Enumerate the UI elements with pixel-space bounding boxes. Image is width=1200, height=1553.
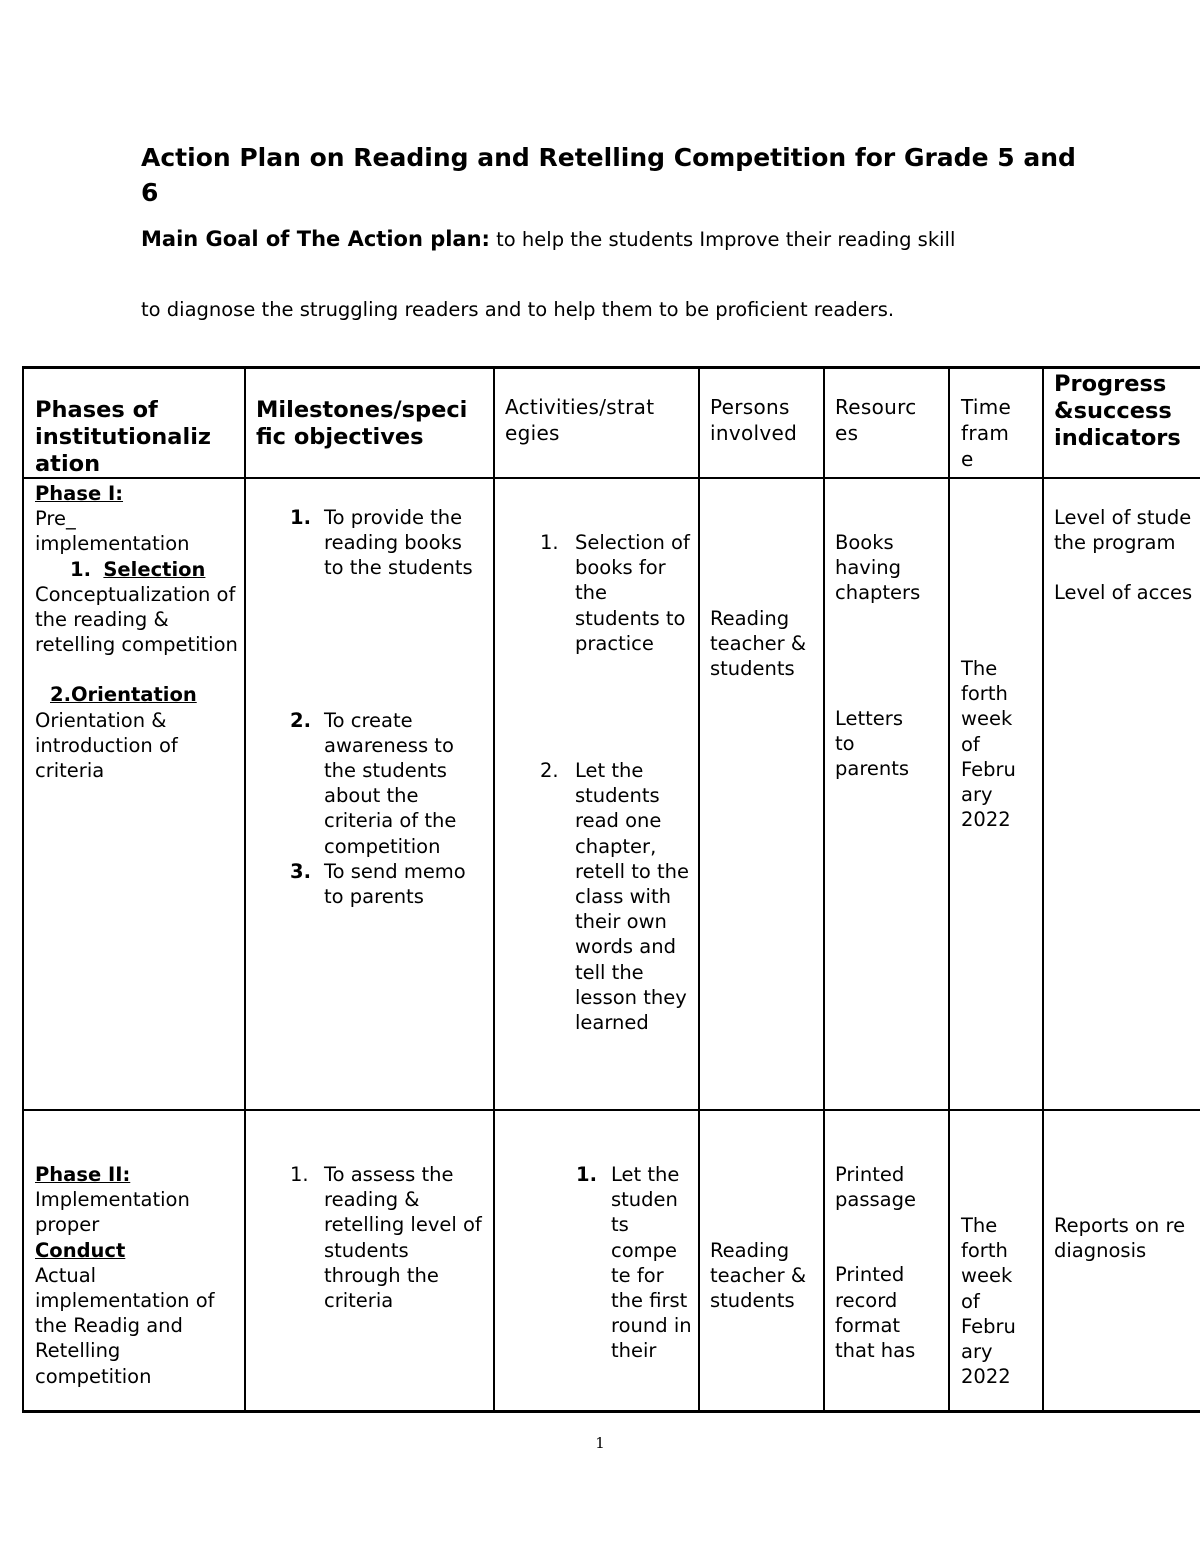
- goal-line-2: to diagnose the struggling readers and to help them to be proficient readers.: [141, 298, 895, 321]
- col-divider-6: [1042, 366, 1044, 1413]
- row1-phase-cell: [35, 481, 240, 783]
- activity-number: 2.: [540, 759, 559, 783]
- activity-item: [540, 758, 692, 1035]
- row2-milestones-cell: [290, 1162, 485, 1313]
- milestone-number: 1.: [290, 506, 311, 529]
- table-row-divider: [22, 1109, 1200, 1111]
- resource-item: Printed passage: [835, 1163, 916, 1212]
- row2-resources-cell: [835, 1162, 943, 1363]
- phase-2-subtitle: Implementation proper: [35, 1188, 190, 1237]
- progress-item: Level of acces: [1054, 581, 1193, 605]
- phase-1-step-2-label: 2.Orientation: [50, 683, 197, 707]
- phase-1-title: Phase I:: [35, 482, 124, 505]
- table-border-bottom: [22, 1410, 1200, 1413]
- step-1-number: 1.: [70, 557, 91, 581]
- row1-activities-cell: [540, 530, 692, 1035]
- milestone-text: To send memo to parents: [324, 859, 466, 909]
- milestone-item: [290, 708, 485, 859]
- activity-number: 1.: [576, 1163, 597, 1186]
- step-1-label: Selection: [103, 557, 206, 581]
- progress-item: Reports on re diagnosis: [1054, 1214, 1186, 1263]
- main-goal-text: to help the students Improve their reading skill: [489, 228, 956, 251]
- col-divider-5: [948, 366, 950, 1413]
- row2-time-cell: The forth week of Febru ary 2022: [961, 1214, 1016, 1389]
- row1-persons-cell: Reading teacher & students: [710, 607, 807, 681]
- progress-item: Level of stude the program: [1054, 506, 1192, 555]
- activity-item: [540, 530, 692, 656]
- col-divider-3: [698, 366, 700, 1413]
- row2-phase-cell: [35, 1162, 240, 1389]
- table-border-left: [22, 366, 24, 1413]
- phase-1-step-1: [35, 557, 240, 582]
- phase-1-subtitle: Pre_ implementation: [35, 507, 190, 556]
- table-border-top: [22, 366, 1200, 369]
- header-milestones: Milestones/speci fic objectives: [256, 397, 468, 450]
- phase-1-step-1-description: Conceptualization of the reading & retelling competition: [35, 582, 238, 657]
- activity-number: 1.: [540, 531, 559, 554]
- activity-text: Let the studen ts compe te for the first round in their: [611, 1163, 692, 1363]
- page-number: 1: [595, 1434, 605, 1452]
- milestone-text: To provide the reading books to the students: [324, 506, 473, 580]
- header-persons: Persons involved: [710, 395, 798, 445]
- row1-milestones-cell: [290, 505, 485, 909]
- row1-time-cell: The forth week of Febru ary 2022: [961, 657, 1016, 832]
- row2-activities-cell: [576, 1162, 694, 1364]
- main-goal: [141, 226, 1001, 253]
- phase-1-step-2-description: Orientation & introduction of criteria: [35, 708, 178, 783]
- phase-2-step-label: Conduct: [35, 1238, 126, 1262]
- document-title: Action Plan on Reading and Retelling Competition for Grade 5 and 6: [141, 143, 1076, 207]
- main-goal-label: Main Goal of The Action plan:: [141, 227, 490, 251]
- resource-item: Printed record format that has: [835, 1263, 916, 1363]
- milestone-number: 3.: [290, 859, 311, 883]
- header-time: Time fram e: [961, 395, 1012, 471]
- activity-text: Selection of books for the students to practice: [575, 531, 690, 655]
- header-phases: Phases of institutionaliz ation: [35, 397, 212, 477]
- col-divider-1: [244, 366, 246, 1413]
- row2-persons-cell: Reading teacher & students: [710, 1239, 807, 1313]
- header-activities: Activities/strat egies: [505, 395, 655, 445]
- phase-2-step-description: Actual implementation of the Readig and Retelling competition: [35, 1263, 215, 1388]
- resource-item: Books having chapters: [835, 531, 921, 605]
- resource-item: Letters to parents: [835, 706, 910, 781]
- col-divider-4: [823, 366, 825, 1413]
- row2-progress-cell: [1054, 1213, 1200, 1263]
- milestone-item: [290, 859, 485, 909]
- milestone-text: To create awareness to the students about the criteria of the competition: [324, 708, 457, 858]
- header-resources: Resourc es: [835, 395, 917, 445]
- milestone-number: 2.: [290, 708, 311, 732]
- activity-item: [576, 1162, 694, 1364]
- milestone-item: [290, 505, 485, 581]
- header-progress: Progress &success indicators: [1054, 371, 1181, 451]
- milestone-number: 1.: [290, 1163, 309, 1186]
- milestone-item: [290, 1162, 485, 1313]
- activity-text: Let the students read one chapter, retell to the class with their own words and tell the lesson they learned: [575, 759, 690, 1035]
- row1-resources-cell: [835, 530, 943, 781]
- milestone-text: To assess the reading & retelling level of students through the criteria: [324, 1163, 482, 1313]
- col-divider-2: [493, 366, 495, 1413]
- phase-2-title: Phase II:: [35, 1163, 131, 1186]
- row1-progress-cell: [1054, 505, 1200, 606]
